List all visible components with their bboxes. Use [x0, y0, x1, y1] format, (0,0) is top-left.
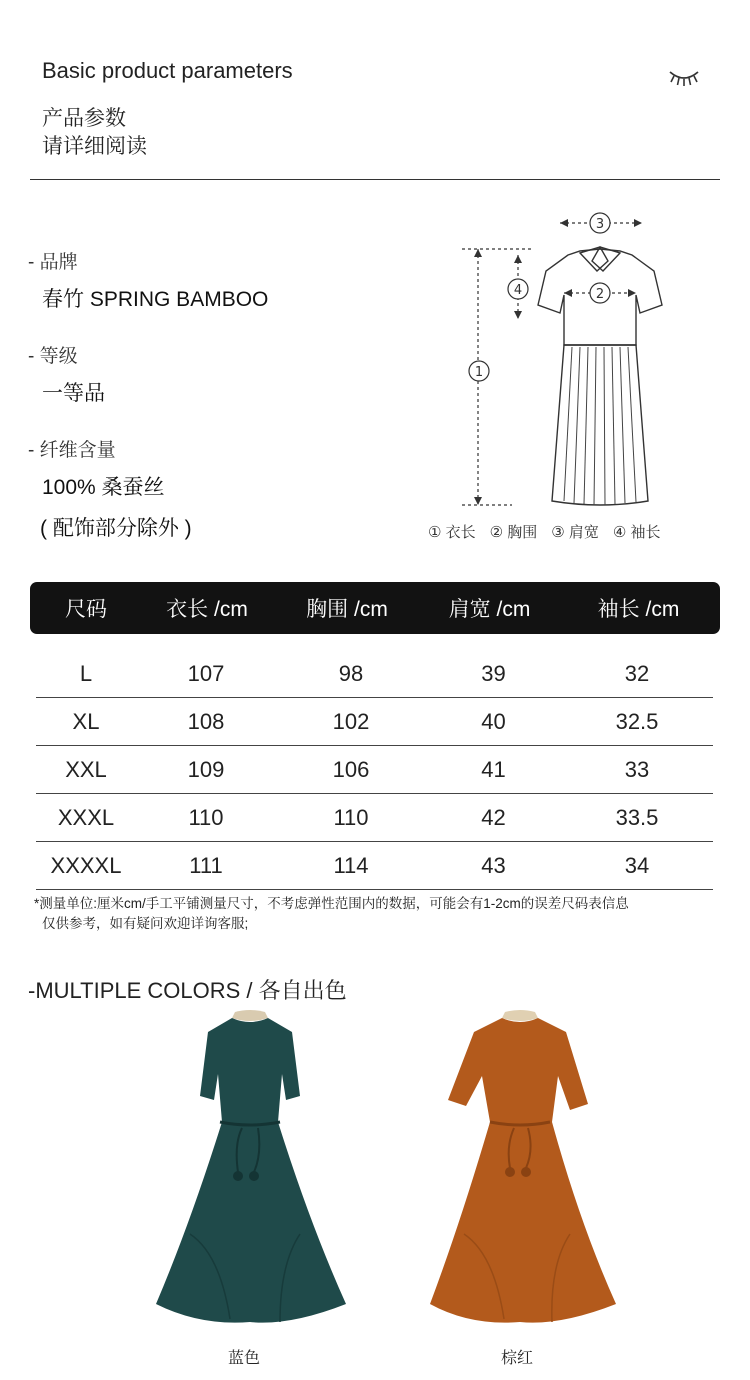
legend-bust: ② 胸围	[489, 524, 538, 541]
table-cell: 32	[624, 660, 650, 686]
table-row	[36, 794, 713, 842]
param-fiber-label: - 纤维含量	[28, 440, 116, 461]
size-table-header	[30, 582, 720, 634]
size-note-line2: 仅供参考，如有疑问欢迎详询客服;	[42, 916, 249, 931]
table-cell: 40	[481, 708, 506, 734]
table-cell: 102	[332, 708, 370, 734]
table-cell: 39	[481, 660, 506, 686]
legend-shoulder: ③ 肩宽	[551, 524, 599, 541]
color-label-brown: 棕红	[500, 1350, 533, 1367]
dress-brown-image	[420, 1004, 620, 1334]
color-label-blue: 蓝色	[227, 1350, 260, 1367]
diagram-legend	[428, 521, 708, 542]
marker-2: 2	[595, 287, 605, 302]
size-note	[34, 894, 724, 934]
param-grade-label: - 等级	[28, 346, 78, 367]
page-subtitle: 产品参数	[42, 107, 126, 130]
table-cell: 109	[187, 756, 225, 782]
header-sleeve: 袖长 /cm	[597, 598, 680, 621]
table-cell: 98	[338, 660, 364, 686]
param-brand-value: 春竹 SPRING BAMBOO	[42, 288, 269, 311]
table-cell: XXXXL	[50, 852, 122, 878]
marker-1: 1	[474, 365, 484, 380]
page-subtitle-secondary: 请详细阅读	[42, 135, 147, 158]
legend-sleeve: ④ 袖长	[612, 524, 661, 541]
table-cell: 41	[481, 756, 506, 782]
table-row	[36, 842, 713, 890]
table-cell: 33	[624, 756, 650, 782]
param-fiber-value: 100% 桑蚕丝	[42, 476, 165, 499]
table-cell: 32.5	[615, 708, 659, 734]
table-row	[36, 746, 713, 794]
measurement-diagram	[450, 205, 690, 515]
table-cell: XL	[72, 708, 100, 734]
header-shoulder: 肩宽 /cm	[448, 598, 531, 621]
table-cell: 107	[187, 660, 225, 686]
colors-title: -MULTIPLE COLORS / 各自出色	[28, 978, 347, 1003]
table-cell: XXXL	[57, 804, 115, 830]
param-fiber-extra: ( 配饰部分除外 )	[40, 517, 192, 540]
table-cell: 106	[332, 756, 370, 782]
marker-4: 4	[513, 283, 523, 298]
table-cell: 110	[188, 804, 224, 830]
table-cell: 110	[333, 804, 369, 830]
closed-eye-icon	[666, 64, 702, 92]
table-cell: 111	[189, 852, 223, 878]
table-row	[36, 698, 713, 746]
dress-blue-image	[150, 1004, 350, 1334]
header-bust: 胸围 /cm	[306, 598, 388, 621]
header-length: 衣长 /cm	[166, 598, 248, 621]
param-brand-label: - 品牌	[28, 252, 78, 273]
marker-3: 3	[595, 217, 605, 232]
table-row	[36, 650, 713, 698]
table-cell: 42	[481, 804, 506, 830]
header-size: 尺码	[65, 598, 107, 621]
table-cell: 43	[481, 852, 506, 878]
table-cell: 108	[187, 708, 225, 734]
size-note-line1: *测量单位:厘米cm/手工平铺测量尺寸，不考虑弹性范围内的数据，可能会有1-2cm的误差尺码表信息	[34, 896, 629, 911]
header-divider	[30, 179, 720, 180]
table-cell: 34	[624, 852, 650, 878]
table-cell: 33.5	[615, 804, 659, 830]
size-table-body	[36, 650, 713, 890]
table-cell: L	[79, 660, 93, 686]
table-cell: 114	[333, 852, 369, 878]
table-cell: XXL	[65, 756, 107, 782]
legend-length: ① 衣长	[428, 524, 476, 541]
param-grade-value: 一等品	[42, 382, 105, 405]
page-title: Basic product parameters	[42, 58, 293, 83]
